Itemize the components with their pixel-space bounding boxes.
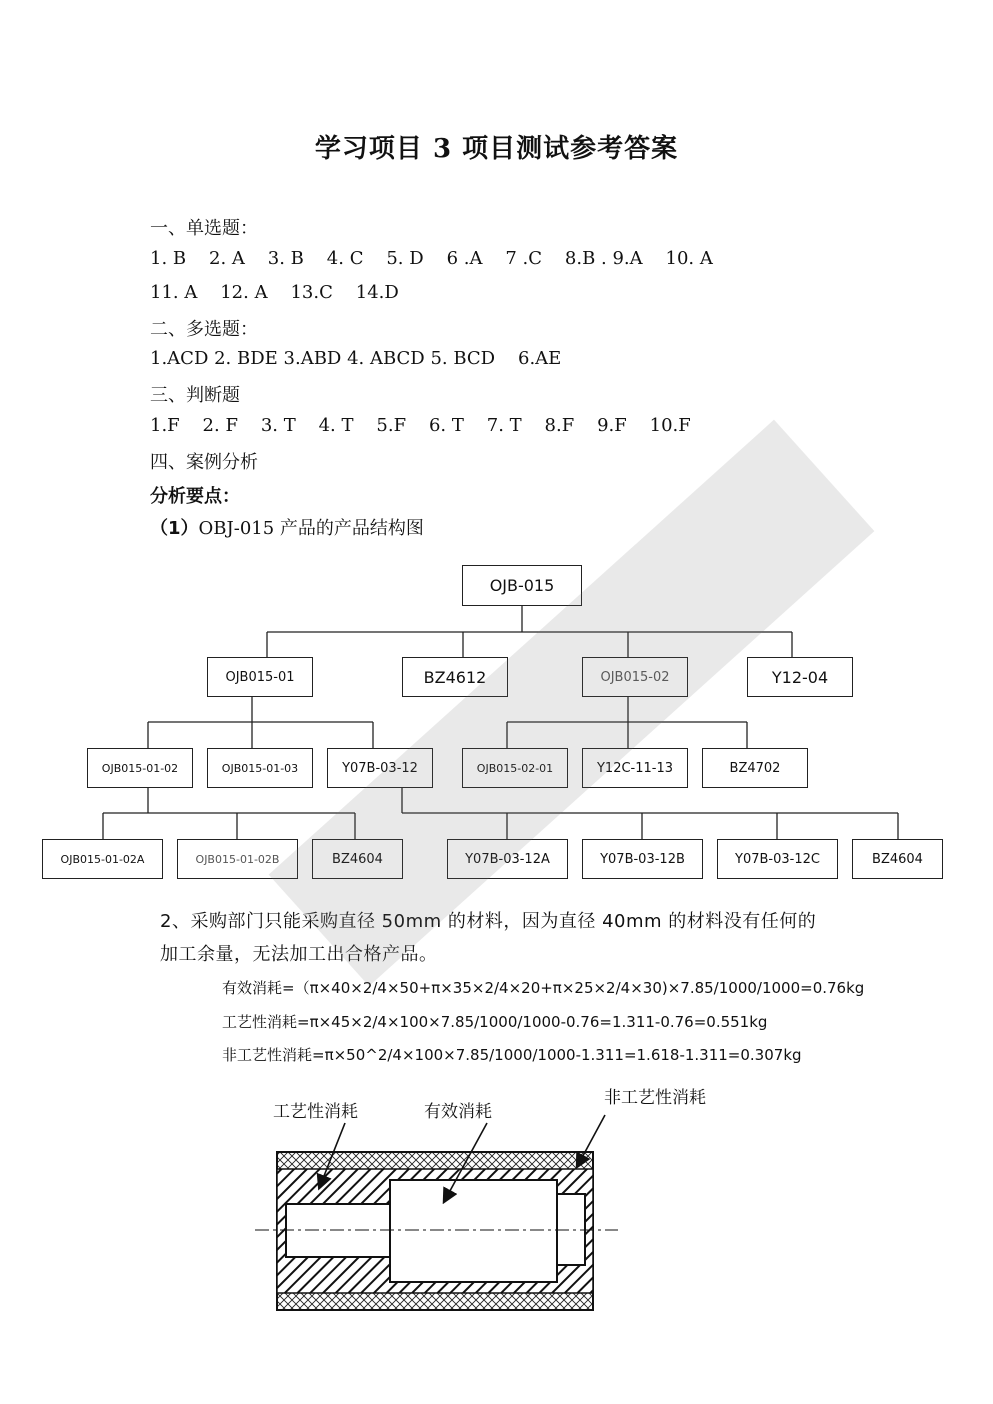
- tree-node-l1-2: BZ4612: [402, 657, 508, 697]
- part2-line1: 2、采购部门只能采购直径 50mm 的材料，因为直径 40mm 的材料没有任何的: [160, 911, 817, 932]
- part1-label: （1）: [150, 518, 199, 539]
- label-process-consumption: 工艺性消耗: [273, 1102, 358, 1122]
- tree-node-l3-7: BZ4604: [852, 839, 943, 879]
- part2-line2: 加工余量，无法加工出合格产品。: [160, 944, 438, 965]
- single-choice-answers-2: 11. A 12. A 13.C 14.D: [150, 282, 399, 303]
- label-nonprocess-consumption: 非工艺性消耗: [604, 1088, 706, 1108]
- tree-node-l3-4: Y07B-03-12A: [447, 839, 568, 879]
- material-cross-section-diagram: [0, 1080, 993, 1330]
- tree-node-root: OJB-015: [462, 565, 582, 606]
- calc-effective: 有效消耗=（π×40×2/4×50+π×35×2/4×20+π×25×2/4×30)×7.85/1000/1000=0.76kg: [222, 979, 865, 997]
- label-effective-consumption: 有效消耗: [424, 1102, 492, 1122]
- analysis-heading: 分析要点：: [150, 486, 240, 507]
- tree-node-l2-1: OJB015-01-02: [87, 748, 193, 788]
- multi-choice-heading: 二、多选题：: [150, 319, 258, 340]
- tree-node-l1-4: Y12-04: [747, 657, 853, 697]
- judge-answers: 1.F 2. F 3. T 4. T 5.F 6. T 7. T 8.F 9.F 10.F: [150, 415, 691, 436]
- calc-process: 工艺性消耗=π×45×2/4×100×7.85/1000/1000-0.76=1.311-0.76=0.551kg: [222, 1013, 768, 1031]
- tree-node-l1-1: OJB015-01: [207, 657, 313, 697]
- part1-text: OBJ-015 产品的产品结构图: [198, 518, 424, 539]
- page-title: 学习项目 3 项目测试参考答案: [314, 134, 679, 164]
- single-choice-heading: 一、单选题：: [150, 218, 258, 239]
- tree-node-l3-5: Y07B-03-12B: [582, 839, 703, 879]
- multi-choice-answers: 1.ACD 2. BDE 3.ABD 4. ABCD 5. BCD 6.AE: [150, 348, 562, 369]
- tree-node-l2-6: BZ4702: [702, 748, 808, 788]
- part1-caption: [150, 514, 424, 540]
- tree-node-l2-4: OJB015-02-01: [462, 748, 568, 788]
- tree-node-l3-3: BZ4604: [312, 839, 403, 879]
- judge-heading: 三、判断题: [150, 385, 240, 406]
- case-heading: 四、案例分析: [150, 452, 258, 473]
- tree-node-l3-6: Y07B-03-12C: [717, 839, 838, 879]
- tree-node-l1-3: OJB015-02: [582, 657, 688, 697]
- tree-node-l2-3: Y07B-03-12: [327, 748, 433, 788]
- calc-nonprocess: 非工艺性消耗=π×50^2/4×100×7.85/1000/1000-1.311=1.618-1.311=0.307kg: [222, 1046, 802, 1064]
- tree-node-l2-5: Y12C-11-13: [582, 748, 688, 788]
- single-choice-answers-1: 1. B 2. A 3. B 4. C 5. D 6 .A 7 .C 8.B . 9.A 10. A: [150, 248, 713, 269]
- tree-node-l2-2: OJB015-01-03: [207, 748, 313, 788]
- tree-node-l3-2: OJB015-01-02B: [177, 839, 298, 879]
- tree-node-l3-1: OJB015-01-02A: [42, 839, 163, 879]
